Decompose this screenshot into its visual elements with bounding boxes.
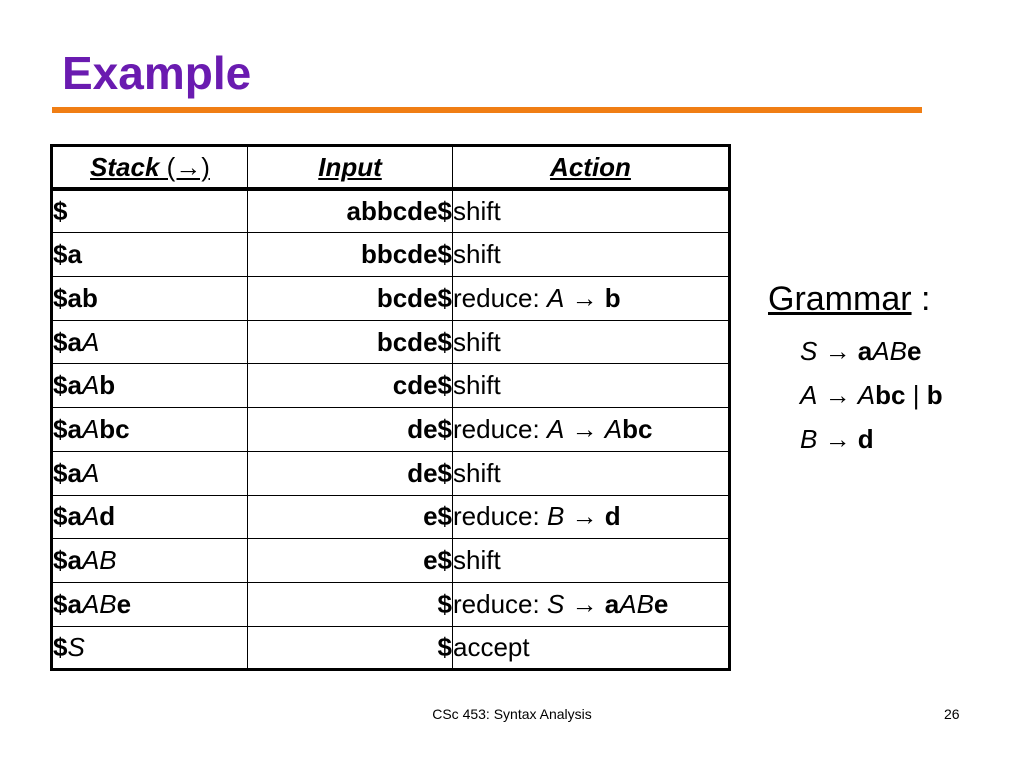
- table-row: [52, 364, 730, 408]
- action-cell: reduce: A → b: [453, 277, 730, 321]
- grammar-rule: S → aABe: [800, 336, 922, 366]
- action-cell: accept: [453, 626, 730, 670]
- input-cell: $: [248, 626, 453, 670]
- table-row: [52, 233, 730, 277]
- grammar-title-colon: :: [911, 280, 931, 318]
- stack-cell: $ab: [52, 277, 248, 321]
- header-action: Action: [453, 146, 730, 190]
- slide-title: Example: [62, 47, 252, 99]
- action-cell: shift: [453, 539, 730, 583]
- grammar-rule: A → Abc | b: [800, 380, 943, 410]
- table-row: [52, 582, 730, 626]
- stack-cell: $S: [52, 626, 248, 670]
- input-cell: bcde$: [248, 277, 453, 321]
- stack-cell: $a: [52, 233, 248, 277]
- footer-text: CSc 453: Syntax Analysis: [432, 706, 592, 722]
- table-row: [52, 451, 730, 495]
- input-cell: cde$: [248, 364, 453, 408]
- parse-table: [50, 144, 731, 671]
- table-row: [52, 277, 730, 321]
- stack-cell: $aAbc: [52, 408, 248, 452]
- action-cell: reduce: S → aABe: [453, 582, 730, 626]
- input-cell: bcde$: [248, 320, 453, 364]
- action-cell: shift: [453, 320, 730, 364]
- input-cell: e$: [248, 539, 453, 583]
- action-cell: shift: [453, 451, 730, 495]
- page-number: 26: [944, 706, 960, 722]
- table-row: [52, 408, 730, 452]
- grammar-title-label: Grammar: [768, 280, 912, 318]
- stack-cell: $aAb: [52, 364, 248, 408]
- input-cell: de$: [248, 408, 453, 452]
- action-cell: reduce: A → Abc: [453, 408, 730, 452]
- stack-cell: $: [52, 189, 248, 233]
- grammar-rules: [768, 329, 998, 461]
- grammar-title: [768, 280, 998, 319]
- header-stack-label: Stack: [90, 151, 160, 182]
- header-input: Input: [248, 146, 453, 190]
- header-stack-arrow: (→): [159, 151, 210, 182]
- grammar-panel: [768, 280, 998, 461]
- stack-cell: $aA: [52, 451, 248, 495]
- table-row: [52, 320, 730, 364]
- stack-cell: $aA: [52, 320, 248, 364]
- input-cell: $: [248, 582, 453, 626]
- input-cell: e$: [248, 495, 453, 539]
- grammar-rule: B → d: [800, 424, 874, 454]
- table-header-row: [52, 146, 730, 190]
- title-underline: [52, 107, 922, 113]
- action-cell: shift: [453, 364, 730, 408]
- action-cell: reduce: B → d: [453, 495, 730, 539]
- input-cell: abbcde$: [248, 189, 453, 233]
- header-stack: [52, 146, 248, 190]
- stack-cell: $aAB: [52, 539, 248, 583]
- table-row: [52, 539, 730, 583]
- table-row: [52, 495, 730, 539]
- table-row: [52, 626, 730, 670]
- stack-cell: $aAd: [52, 495, 248, 539]
- input-cell: de$: [248, 451, 453, 495]
- action-cell: shift: [453, 233, 730, 277]
- action-cell: shift: [453, 189, 730, 233]
- input-cell: bbcde$: [248, 233, 453, 277]
- stack-cell: $aABe: [52, 582, 248, 626]
- table-row: [52, 189, 730, 233]
